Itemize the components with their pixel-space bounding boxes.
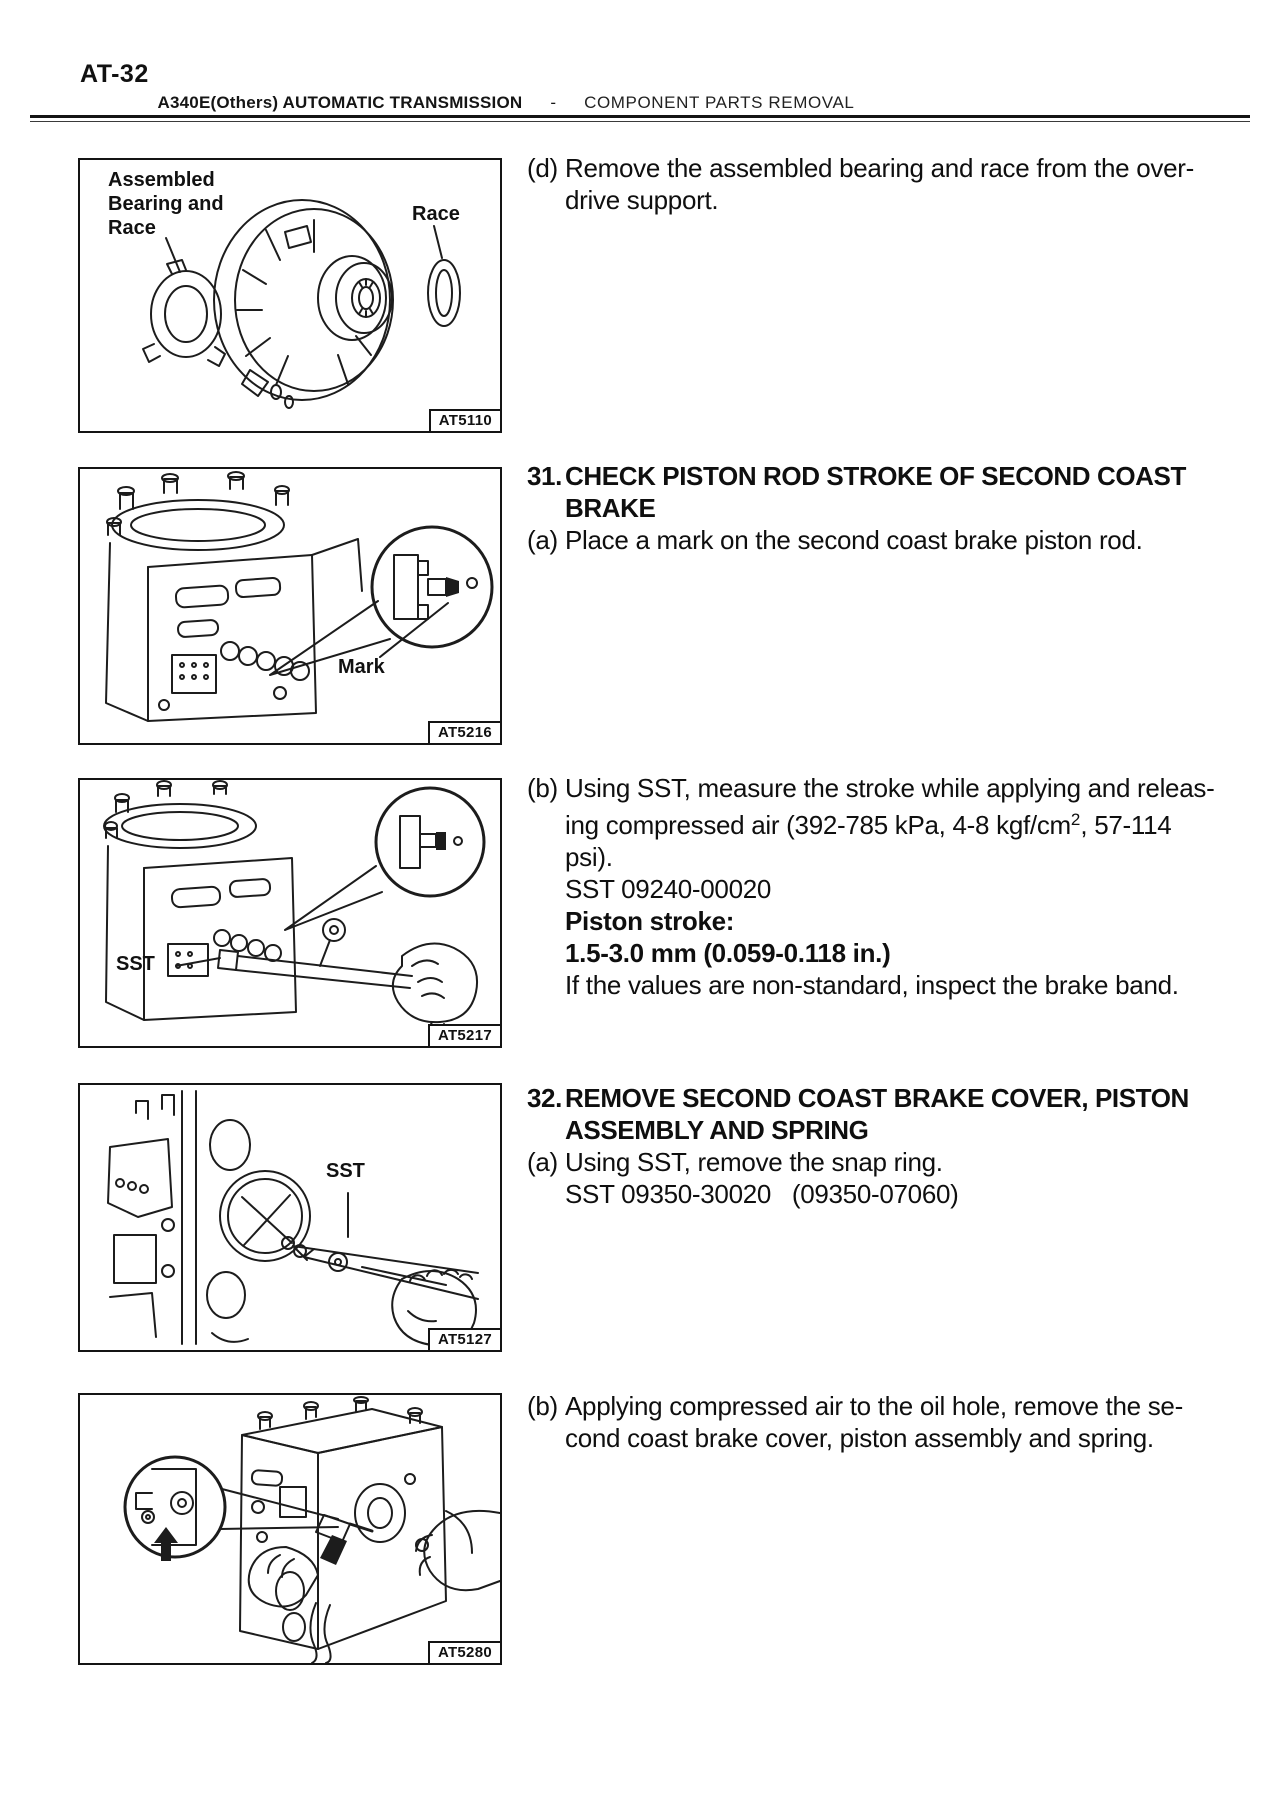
header-section-title: COMPONENT PARTS REMOVAL — [584, 93, 855, 112]
figure-compressed-air-oil-hole — [78, 1393, 502, 1665]
figure-overdrive-support-bearing — [78, 158, 502, 433]
spec-label — [527, 905, 1243, 937]
step-text: Using SST, measure the stroke while applying and releas- — [565, 773, 1215, 803]
figure-id-at5127: AT5127 — [428, 1328, 502, 1352]
spec-value-text: 1.5-3.0 mm (0.059-0.118 in.) — [565, 938, 891, 968]
figure-label-assembled-bearing-and-race: Assembled Bearing and Race — [108, 169, 224, 239]
step-text-part: ing compressed air (392-785 kPa, 4-8 kgf/cm — [565, 810, 1071, 840]
step-text: Using SST, remove the snap ring. — [565, 1147, 943, 1177]
section-32 — [527, 1082, 1243, 1210]
step-text-part: , 57-114 — [1080, 810, 1172, 840]
header-rule-thick — [30, 115, 1250, 118]
section-31-step-a — [527, 524, 1243, 556]
superscript-2: 2 — [1070, 810, 1081, 829]
figure-id-at5216: AT5216 — [428, 721, 502, 745]
section-31-step-b — [527, 772, 1243, 1001]
step-marker: (d) — [527, 153, 558, 183]
step-text: Place a mark on the second coast brake piston rod. — [565, 525, 1143, 555]
section-title: REMOVE SECOND COAST BRAKE COVER, PISTON — [565, 1083, 1189, 1113]
section-number: 31. — [527, 461, 562, 491]
section-31-heading-line-1 — [527, 460, 1243, 492]
step-text — [565, 804, 1243, 841]
sst-number-text: SST 09240-00020 — [565, 874, 772, 904]
page-number: AT-32 — [80, 60, 149, 88]
step-b-line-2 — [527, 1422, 1243, 1454]
figure-id-at5280: AT5280 — [428, 1641, 502, 1665]
figure-label-sst: SST — [326, 1160, 365, 1182]
figure-label-mark: Mark — [338, 656, 385, 678]
section-31 — [527, 460, 1243, 556]
sst-number — [527, 873, 1243, 905]
header-rule-thin — [30, 121, 1250, 122]
section-32-step-a-sst — [527, 1178, 1243, 1210]
figure-label-sst: SST — [116, 953, 155, 975]
section-31-heading-line-2 — [527, 492, 1243, 524]
figure-label-race: Race — [412, 203, 460, 225]
header-separator: - — [550, 93, 557, 112]
figure-piston-rod-mark — [78, 467, 502, 745]
piston-rod-mark-illustration — [80, 469, 500, 743]
header-transmission-title: A340E(Others) AUTOMATIC TRANSMISSION — [157, 93, 523, 112]
step-b-line-3 — [527, 841, 1243, 873]
section-32-step-a — [527, 1146, 1243, 1178]
step-marker: (a) — [527, 525, 558, 555]
page-header — [0, 93, 1012, 113]
snap-ring-removal-illustration — [80, 1085, 500, 1350]
step-text: Applying compressed air to the oil hole, remove the se- — [565, 1391, 1183, 1421]
step-b-note — [527, 969, 1243, 1001]
step-d-line-2 — [527, 184, 1243, 216]
step-text: cond coast brake cover, piston assembly and spring. — [565, 1423, 1154, 1453]
compressed-air-illustration — [80, 1395, 500, 1663]
section-title: ASSEMBLY AND SPRING — [565, 1115, 869, 1145]
spec-label-text: Piston stroke: — [565, 906, 735, 936]
step-d-line-1 — [527, 152, 1243, 184]
step-marker: (a) — [527, 1147, 558, 1177]
step-marker: (b) — [527, 1391, 558, 1421]
figure-id-at5110: AT5110 — [429, 409, 502, 433]
figure-snap-ring-removal — [78, 1083, 502, 1352]
step-text: drive support. — [565, 185, 719, 215]
step-text: Remove the assembled bearing and race from the over- — [565, 153, 1194, 183]
section-32-step-b — [527, 1390, 1243, 1454]
section-32-heading-line-1 — [527, 1082, 1243, 1114]
step-b-line-2 — [527, 804, 1243, 841]
step-b-line-1 — [527, 1390, 1243, 1422]
spec-value — [527, 937, 1243, 969]
section-title: BRAKE — [565, 493, 656, 523]
section-title: CHECK PISTON ROD STROKE OF SECOND COAST — [565, 461, 1186, 491]
step-marker: (b) — [527, 773, 558, 803]
step-d — [527, 152, 1243, 216]
section-32-heading-line-2 — [527, 1114, 1243, 1146]
section-number: 32. — [527, 1083, 562, 1113]
step-b-line-1 — [527, 772, 1243, 804]
figure-sst-stroke-measurement — [78, 778, 502, 1048]
note-text: If the values are non-standard, inspect the brake band. — [565, 970, 1179, 1000]
step-text: psi). — [565, 842, 613, 872]
figure-id-at5217: AT5217 — [428, 1024, 502, 1048]
sst-stroke-measurement-illustration — [80, 780, 500, 1046]
sst-number-text: SST 09350-30020 (09350-07060) — [565, 1179, 959, 1209]
